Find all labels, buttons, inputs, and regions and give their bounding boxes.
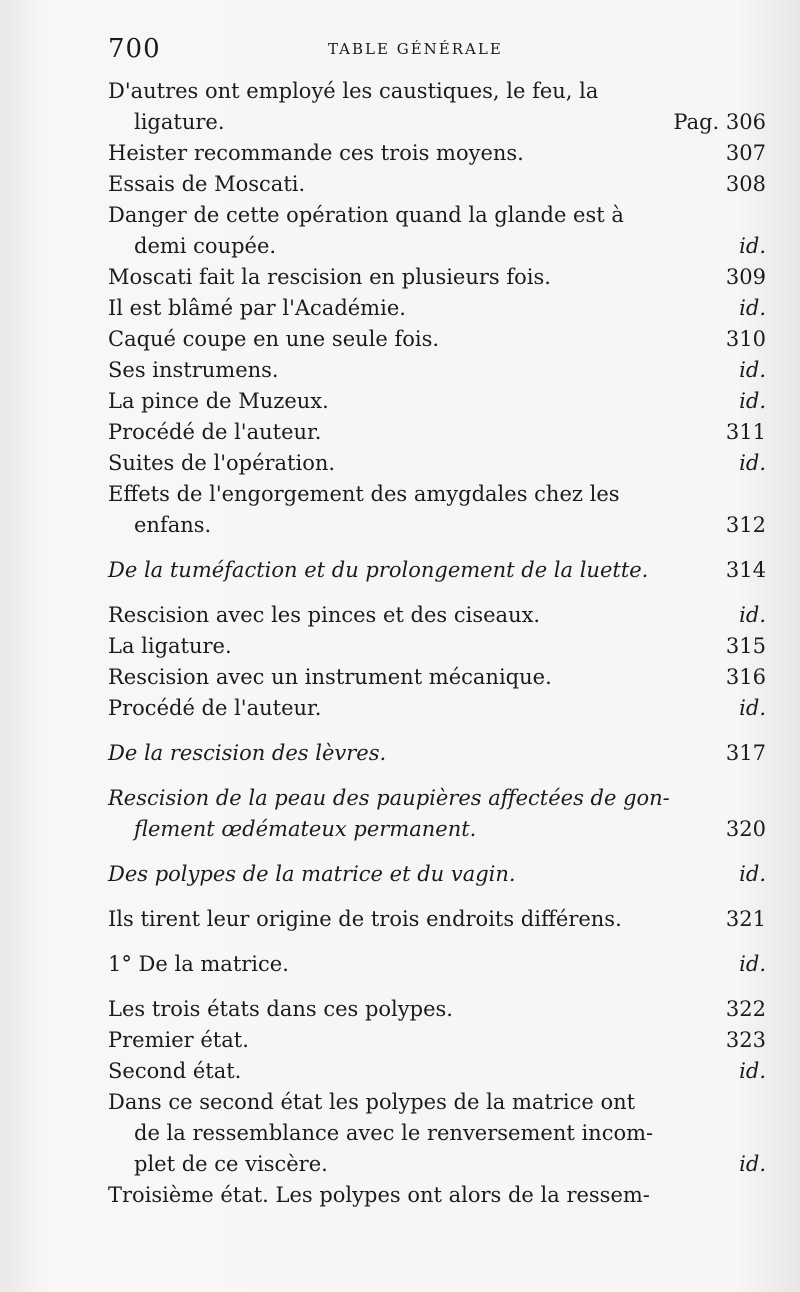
entry-text: Heister recommande ces trois moyens. [108,141,524,165]
entry-text: Moscati fait la rescision en plusieurs fois. [108,265,551,289]
entry-line [108,1118,766,1149]
entry-text: Rescision avec les pinces et des ciseaux. [108,603,541,627]
entry-line [108,76,766,107]
entry-line [108,949,766,980]
entry-text: Effets de l'engorgement des amygdales chez les [108,482,620,506]
entry-line [108,994,766,1025]
page-reference: id. [739,1152,766,1176]
page-reference: id. [739,952,766,976]
entry-line [108,1056,766,1087]
entry-text: Suites de l'opération. [108,451,336,475]
index-entry [108,994,766,1025]
entry-text: Dans ce second état les polypes de la matrice ont [108,1090,636,1114]
entry-text: de la ressemblance avec le renversement incom- [134,1121,654,1145]
page-number: 700 [108,34,161,64]
entry-text: Ses instrumens. [108,358,279,382]
page-reference: id. [739,234,766,258]
index-entry [108,200,766,262]
entry-text: flement œdémateux permanent. [134,817,477,841]
entry-text: De la rescision des lèvres. [108,741,387,765]
page-reference: 307 [725,141,766,165]
entry-text: Second état. [108,1059,242,1083]
entry-line [108,510,766,541]
entry-line [108,631,766,662]
entry-line [108,600,766,631]
index-entry [108,904,766,935]
index-entry [108,76,766,138]
page-reference: id. [739,358,766,382]
entry-line [108,555,766,586]
index-entry [108,600,766,631]
page-reference: id. [739,1059,766,1083]
entry-line [108,1087,766,1118]
entry-line [108,479,766,510]
entry-text: ligature. [134,110,225,134]
index-entry [108,1025,766,1056]
entry-text: Ils tirent leur origine de trois endroits différens. [108,907,622,931]
running-title: TABLE GÉNÉRALE [328,40,503,58]
entry-line [108,138,766,169]
entry-text: Rescision de la peau des paupières affectées de gon- [108,786,670,810]
entry-text: La pince de Muzeux. [108,389,329,413]
entry-text: Il est blâmé par l'Académie. [108,296,406,320]
index-entry [108,859,766,890]
entry-text: Caqué coupe en une seule fois. [108,327,440,351]
page-reference: 322 [725,997,766,1021]
index-entry [108,693,766,724]
entry-text: Des polypes de la matrice et du vagin. [108,862,516,886]
page-reference: 311 [725,420,766,444]
entry-text: demi coupée. [134,234,277,258]
index-entry [108,355,766,386]
index-entry [108,169,766,200]
entry-line [108,1180,766,1211]
index-entry [108,417,766,448]
entry-line [108,738,766,769]
index-entries [108,76,766,1211]
entry-line [108,386,766,417]
index-entry [108,1087,766,1180]
index-entry [108,293,766,324]
entry-line [108,693,766,724]
page-reference: id. [739,696,766,720]
entry-line [108,1149,766,1180]
index-entry [108,1056,766,1087]
index-entry [108,448,766,479]
entry-text: La ligature. [108,634,232,658]
index-entry [108,949,766,980]
index-entry [108,138,766,169]
entry-line [108,904,766,935]
index-entry [108,262,766,293]
entry-text: enfans. [134,513,212,537]
page-reference: 315 [725,634,766,658]
entry-text: De la tuméfaction et du prolongement de la luette. [108,558,649,582]
page-reference: 314 [725,558,766,582]
entry-line [108,107,766,138]
page-reference: Pag. 306 [673,110,766,134]
page-reference: id. [739,451,766,475]
entry-text: 1° De la matrice. [108,952,289,976]
entry-text: Rescision avec un instrument mécanique. [108,665,552,689]
entry-line [108,859,766,890]
entry-line [108,293,766,324]
page-header [108,34,768,64]
entry-line [108,324,766,355]
entry-text: Procédé de l'auteur. [108,420,322,444]
page-reference: 316 [725,665,766,689]
page-reference: id. [739,389,766,413]
index-entry [108,783,766,845]
index-entry [108,479,766,541]
entry-line [108,662,766,693]
entry-line [108,1025,766,1056]
page-reference: id. [739,862,766,886]
index-entry [108,324,766,355]
entry-line [108,417,766,448]
entry-text: Danger de cette opération quand la glande est à [108,203,624,227]
entry-line [108,231,766,262]
entry-text: Troisième état. Les polypes ont alors de la ressem- [108,1183,650,1207]
page-reference: 308 [725,172,766,196]
entry-text: plet de ce viscère. [134,1152,328,1176]
index-entry [108,555,766,586]
entry-text: Premier état. [108,1028,249,1052]
entry-line [108,169,766,200]
page-reference: 321 [725,907,766,931]
entry-line [108,783,766,814]
index-entry [108,631,766,662]
entry-text: Essais de Moscati. [108,172,306,196]
entry-line [108,814,766,845]
page-reference: id. [739,296,766,320]
page-reference: 317 [725,741,766,765]
page-reference: 323 [725,1028,766,1052]
index-entry [108,386,766,417]
entry-line [108,355,766,386]
entry-text: Les trois états dans ces polypes. [108,997,453,1021]
entry-text: Procédé de l'auteur. [108,696,322,720]
index-entry [108,662,766,693]
index-entry [108,1180,766,1211]
page-reference: id. [739,603,766,627]
page-reference: 320 [725,817,766,841]
index-entry [108,738,766,769]
entry-text: D'autres ont employé les caustiques, le feu, la [108,79,599,103]
entry-line [108,448,766,479]
entry-line [108,200,766,231]
page-reference: 310 [725,327,766,351]
page-reference: 309 [725,265,766,289]
page-reference: 312 [725,513,766,537]
entry-line [108,262,766,293]
